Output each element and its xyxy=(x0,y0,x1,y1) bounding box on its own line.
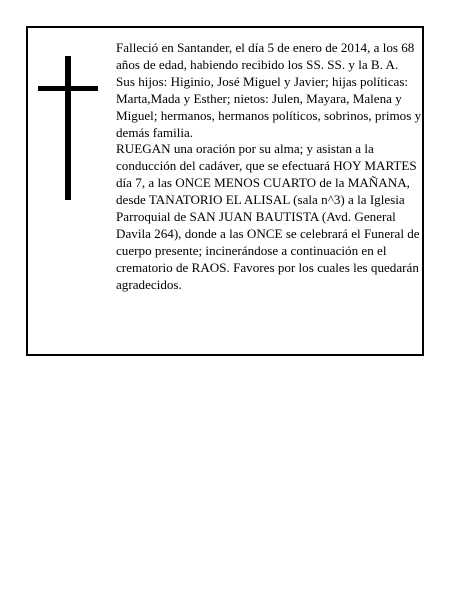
cross-vertical-bar xyxy=(65,56,71,200)
death-announcement-paragraph: Falleció en Santander, el día 5 de enero de 2014, a los 68 años de edad, habiendo recibido los SS. SS. y la B. A. xyxy=(116,40,415,72)
obituary-notice-frame xyxy=(26,26,424,356)
obituary-text xyxy=(116,40,426,294)
cross-icon xyxy=(38,56,98,200)
cross-horizontal-bar xyxy=(38,86,98,91)
family-paragraph: Sus hijos: Higinio, José Miguel y Javier; hijas políticas: Marta,Mada y Esther; nietos: Julen, Mayara, Malena y Miguel; hermanos, hermanos políticos, sobrinos, primos y demás familia. xyxy=(116,73,422,140)
funeral-details-paragraph: RUEGAN una oración por su alma; y asistan a la conducción del cadáver, que se efectuará HOY MARTES día 7, a las ONCE MENOS CUARTO de la MAÑANA, desde TANATORIO EL ALISAL (sala n^3) a la Iglesia Parroquial de SAN JUAN BAUTISTA (Avd. General Davila 264), donde a las ONCE se celebrará el Funeral de cuerpo presente; incinerándose a continuación en el crematorio de RAOS. Favores por los cuales les quedarán agradecidos. xyxy=(116,141,420,292)
